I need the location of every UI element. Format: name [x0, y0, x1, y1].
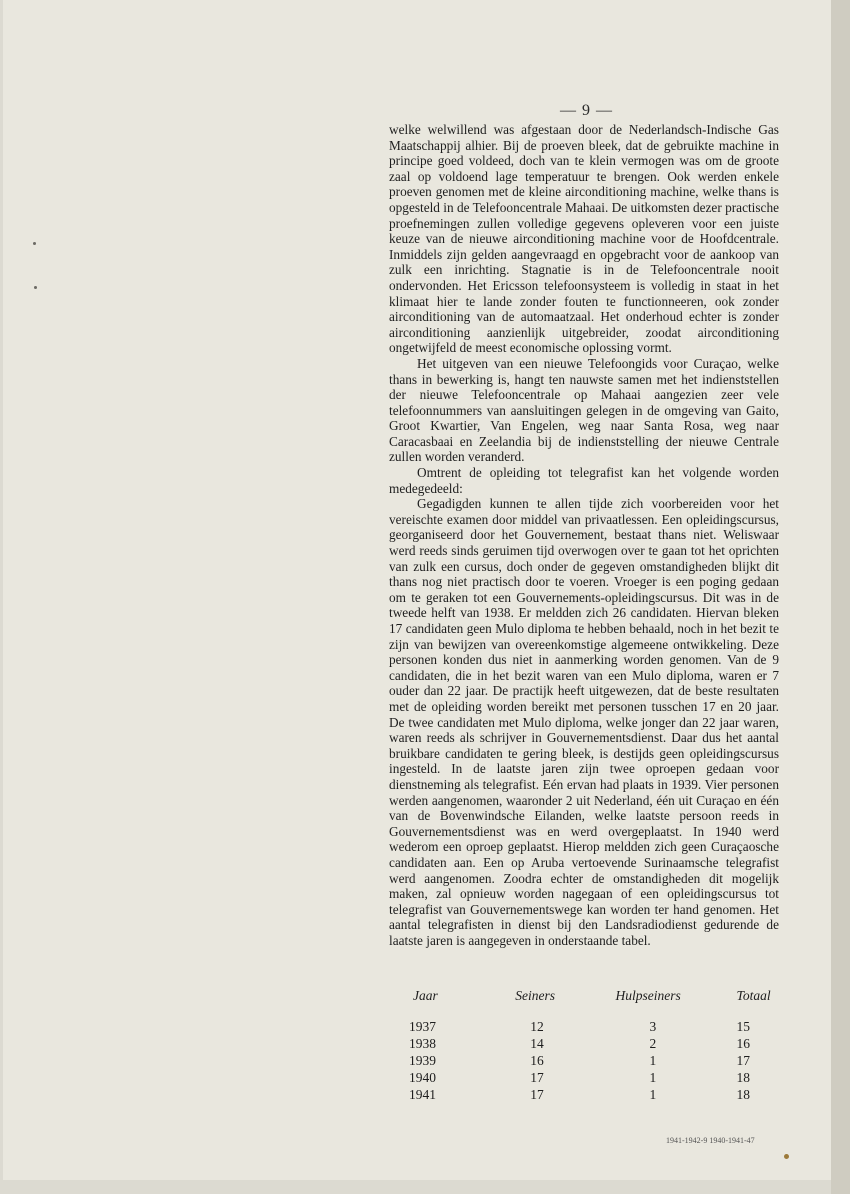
speck-mark: [33, 242, 36, 245]
cell-jaar: 1938: [409, 1035, 436, 1051]
table-row: [389, 1018, 789, 1035]
cell-totaal: 18: [736, 1086, 751, 1102]
cell-hulpseiners: 2: [649, 1035, 657, 1051]
cell-hulpseiners: 1: [649, 1069, 657, 1085]
cell-jaar: 1940: [409, 1069, 436, 1085]
table-row: [389, 1035, 789, 1052]
telegrafisten-table: [389, 988, 789, 1103]
cell-totaal: 17: [736, 1052, 751, 1068]
table-header-row: [389, 988, 789, 1018]
cell-totaal: 18: [736, 1069, 751, 1085]
cell-seiners: 14: [530, 1035, 544, 1051]
paragraph: welke welwillend was afgestaan door de Nederlandsch-Indische Gas Maatschappij alhier. Bij de proeven bleek, dat de gebruikte machine in principe goed voldeed, doch van te klein vermogen was om de groote zaal op voldoend lage temperatuur te brengen. Ook werden enkele proeven genomen met de kleine airconditioning machine, welke thans is opgesteld in de Telefooncentrale Mahaai. De uitkomsten dezer practische proefnemingen zullen volledige gegevens opleveren voor een juiste keuze van de nieuwe airconditioning machine voor de Hoofdcentrale. Inmiddels zijn gelden aangevraagd en opgebracht voor de aankoop van zulk een inrichting. Stagnatie is in de Telefooncentrale nooit ondervonden. Het Ericsson telefoonsysteem is volledig in staat in het klimaat hier te lande zonder fouten te functionneeren, ook zonder airconditioning van de automaatzaal. Het onderhoud echter is zonder airconditioning aanzienlijk uitgebreider, zoodat airconditioning ongetwijfeld de meest economische oplossing vormt.: [389, 122, 779, 356]
cell-totaal: 16: [736, 1035, 751, 1051]
column-header-seiners: Seiners: [515, 988, 556, 1003]
body-text: [389, 122, 779, 948]
column-header-hulpseiners: Hulpseiners: [615, 988, 681, 1003]
cell-seiners: 17: [530, 1069, 544, 1085]
table-row: [389, 1086, 789, 1103]
cell-seiners: 17: [530, 1086, 544, 1102]
paragraph: Het uitgeven van een nieuwe Telefoongids voor Curaçao, welke thans in bewerking is, hangt ten nauwste samen met het indienststellen der nieuwe Telefooncentrale op Mahaai aangezien zeer vele telefoonnummers van aansluitingen gelegen in de omgeving van Gaito, Groot Kwartier, Van Engelen, weg naar Santa Rosa, weg naar Caracasbaai en Zeelandia bij de indienststelling der nieuwe Centrale zullen worden veranderd.: [389, 355, 779, 465]
cell-totaal: 15: [736, 1018, 751, 1034]
cell-jaar: 1941: [409, 1086, 436, 1102]
cell-hulpseiners: 3: [649, 1018, 657, 1034]
cell-jaar: 1937: [409, 1018, 436, 1034]
paragraph: Gegadigden kunnen te allen tijde zich voorbereiden voor het vereischte examen door middel van privaatlessen. Een opleidingscursus, georganiseerd door het Gouvernement, bestaat thans niet. Weliswaar werd reeds sinds geruimen tijd overwogen over te gaan tot het oprichten van zulk een cursus, doch onder de gegeven omstandigheden blijkt dit thans nog niet practisch door te voeren. Vroeger is een poging gedaan om te geraken tot een Gouvernements-opleidingscursus. Dit was in de tweede helft van 1938. Er meldden zich 26 candidaten. Hiervan bleken 17 candidaten geen Mulo diploma te hebben behaald, noch in het bezit te zijn van bewijzen van overeenkomstige algemeene ontwikkeling. Deze personen konden dus niet in aanmerking worden genomen. Van de 9 candidaten, die in het bezit waren van een Mulo diploma, waren er 7 ouder dan 22 jaar. De practijk heeft uitgewezen, dat de beste resultaten met de opleiding worden bereikt met personen tusschen 17 en 20 jaar. De twee candidaten met Mulo diploma, welke jonger dan 22 jaar waren, waren reeds als schrijver in Gouvernementsdienst. Daar dus het aantal bruikbare candidaten te gering bleek, is destijds geen opleidingscursus ingesteld. In de laatste jaren zijn twee oproepen gedaan voor dienstneming als telegrafist. Eén ervan had plaats in 1939. Vier personen werden aangenomen, waaronder 2 uit Nederland, één uit Curaçao en één van de Bovenwindsche Eilanden, welke laatste persoon reeds in Gouvernementsdienst was en werd overgeplaatst. In 1940 werd wederom een oproep geplaatst. Hierop meldden zich geen Curaçaosche candidaten aan. Een op Aruba vertoevende Surinaamsche telegrafist werd aangenomen. Zoodra echter de omstandigheden dit mogelijk maken, zal opnieuw worden nagegaan of een opleidingscursus tot telegrafist van Gouvernementswege kan worden ter hand genomen. Het aantal telegrafisten in dienst bij den Landsradiodienst gedurende de laatste jaren is aangegeven in onderstaande tabel.: [389, 496, 779, 948]
paragraph: Omtrent de opleiding tot telegrafist kan het volgende worden medegedeeld:: [389, 465, 779, 496]
column-header-totaal: Totaal: [736, 988, 771, 1003]
page-number: — 9 —: [560, 102, 613, 119]
cell-seiners: 16: [530, 1052, 544, 1068]
table-row: [389, 1052, 789, 1069]
print-code: 1941-1942-9 1940-1941-47: [666, 1136, 755, 1145]
cell-hulpseiners: 1: [649, 1086, 657, 1102]
cell-jaar: 1939: [409, 1052, 436, 1068]
column-header-jaar: Jaar: [413, 988, 438, 1003]
table-row: [389, 1069, 789, 1086]
cell-hulpseiners: 1: [649, 1052, 657, 1068]
speck-mark: [34, 286, 37, 289]
cell-seiners: 12: [530, 1018, 544, 1034]
page-edge: [831, 0, 850, 1194]
ink-dot: [784, 1154, 789, 1159]
